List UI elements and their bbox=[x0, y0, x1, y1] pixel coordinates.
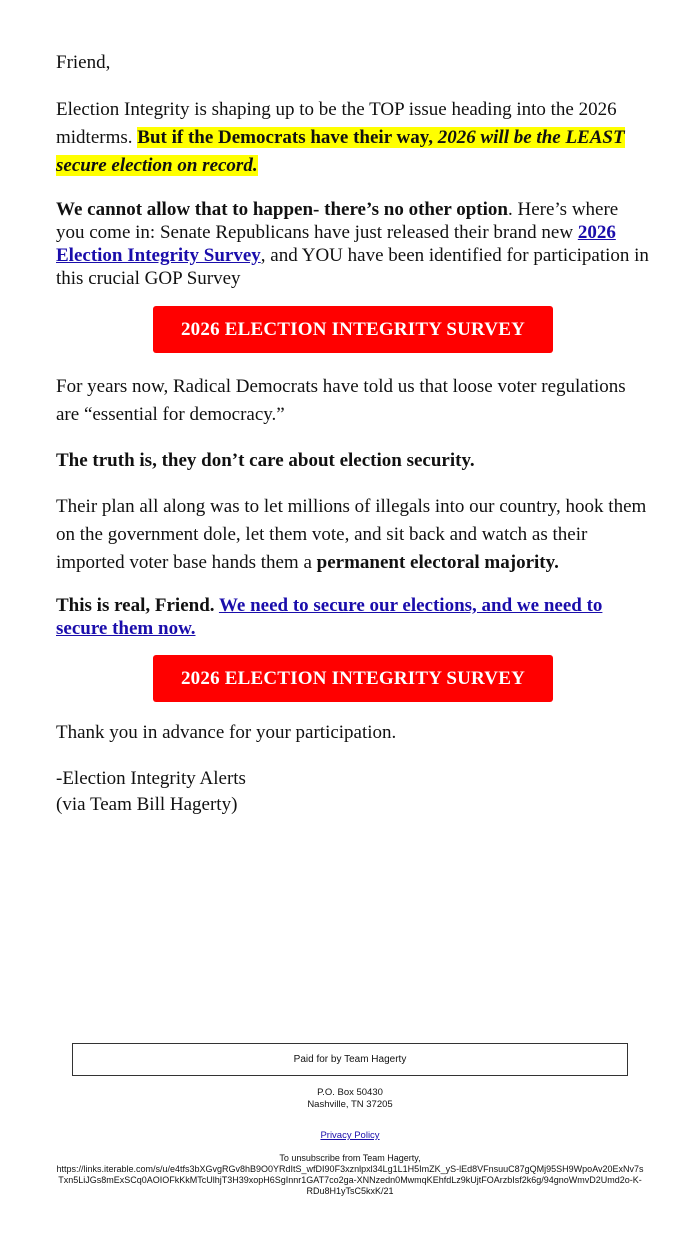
highlighted-warning bbox=[56, 127, 625, 176]
cta-button-wrap-1 bbox=[56, 306, 650, 353]
unsubscribe-link[interactable]: https://links.iterable.com/s/u/e4tfs3bXGvgRGv8hB9O0YRdItS_wfDI90F3xznlpxl34Lg1L1H5ImZK_yS-lEd8VFnsuuC87gQMj95SH9WpoAv20ExNv7sTxn5LiJGs8mExSCq0AOIOFkKkMTcUlhjT3H39xopH6SgInnr1GAT7co2ga-XNNzedn0MwmqKEhfdLz9kUjtFOArzbIsf2k6g/94gnoWmvD2Umd2o-K-RDu8H1yTsC5kxK/21 bbox=[56, 1164, 644, 1196]
intro-text: Election Integrity is shaping up to be the TOP issue heading into the 2026 midterms. bbox=[56, 99, 617, 148]
unsubscribe-block bbox=[55, 1153, 645, 1197]
signoff-line-1: -Election Integrity Alerts bbox=[56, 768, 246, 789]
secure-elections-link[interactable]: We need to secure our elections, and we need to secure them now. bbox=[56, 595, 603, 639]
paid-for-box: Paid for by Team Hagerty bbox=[72, 1043, 628, 1076]
signoff-line-2: (via Team Bill Hagerty) bbox=[56, 794, 238, 815]
bold-statement: We cannot allow that to happen- there’s no other option bbox=[56, 199, 508, 220]
paragraph-intro bbox=[56, 96, 650, 180]
real-bold: This is real, Friend. bbox=[56, 595, 219, 616]
plan-text: Their plan all along was to let millions of illegals into our country, hook them on the government dole, let them vote, and sit back and watch as their imported voter base hands them a bbox=[56, 496, 647, 573]
plan-bold: permanent electoral majority. bbox=[316, 552, 559, 573]
survey-button-2[interactable]: 2026 ELECTION INTEGRITY SURVEY bbox=[153, 655, 553, 702]
signoff bbox=[56, 766, 650, 818]
highlight-italic-text: 2026 will be the LEAST secure election on record. bbox=[56, 127, 625, 176]
email-body bbox=[56, 50, 650, 818]
paragraph-plan bbox=[56, 493, 650, 577]
privacy-policy-link[interactable]: Privacy Policy bbox=[320, 1130, 380, 1141]
paragraph-thanks: Thank you in advance for your participation. bbox=[56, 722, 397, 743]
unsubscribe-intro: To unsubscribe from Team Hagerty, bbox=[279, 1153, 421, 1163]
paragraph-truth: The truth is, they don’t care about election security. bbox=[56, 450, 475, 471]
paragraph-claim: For years now, Radical Democrats have told us that loose voter regulations are “essential for democracy.” bbox=[56, 376, 626, 425]
highlight-text: But if the Democrats have their way, bbox=[137, 127, 438, 148]
address-line-1: P.O. Box 50430 bbox=[317, 1087, 383, 1098]
address-line-2: Nashville, TN 37205 bbox=[307, 1099, 393, 1110]
email-footer bbox=[0, 1043, 700, 1197]
paragraph-survey-intro bbox=[56, 198, 650, 290]
mailing-address bbox=[0, 1087, 700, 1111]
paragraph-real bbox=[56, 594, 650, 640]
survey-link[interactable]: 2026 Election Integrity Survey bbox=[56, 222, 616, 266]
greeting: Friend, bbox=[56, 52, 111, 73]
cta-button-wrap-2 bbox=[56, 655, 650, 702]
survey-button-1[interactable]: 2026 ELECTION INTEGRITY SURVEY bbox=[153, 306, 553, 353]
survey-intro-text: . Here’s where you come in: Senate Republicans have just released their brand new bbox=[56, 199, 619, 243]
survey-intro-text-2: , and YOU have been identified for participation in this crucial GOP Survey bbox=[56, 245, 649, 289]
